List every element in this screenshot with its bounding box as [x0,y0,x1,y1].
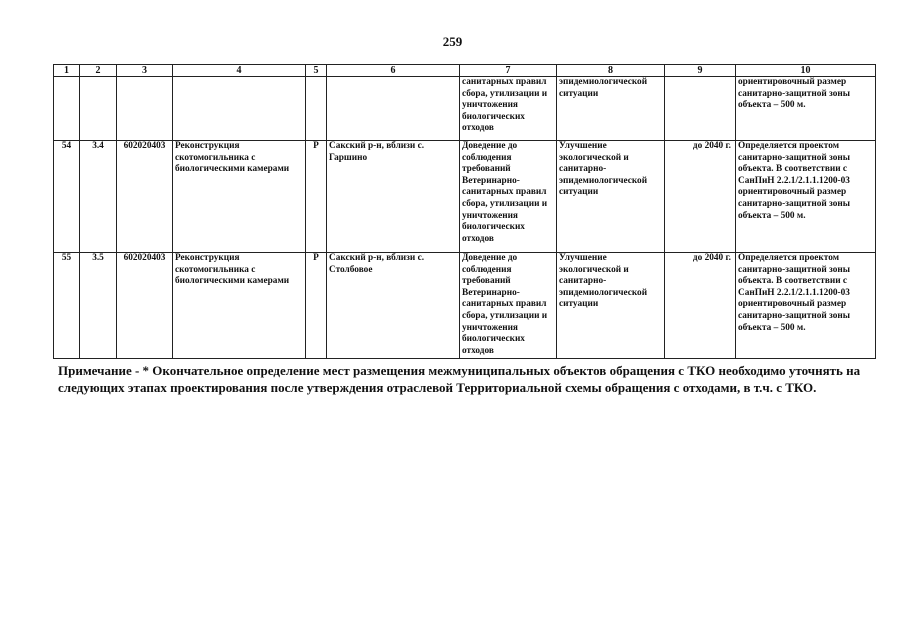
table-cell [665,77,736,141]
table-row [54,253,876,359]
object-location: Сакский р-н, вблизи с. Гаршино [327,141,460,253]
table-row-continued [54,77,876,141]
col-header: 5 [306,65,327,77]
row-subnumber: 3.4 [80,141,117,253]
col-header: 3 [117,65,173,77]
object-status: Р [306,253,327,359]
footnote: Примечание - * Окончательное определение мест размещения межмуниципальных объектов обращения с ТКО необходимо уточнять на следующих этапах проектирования после утверждения отраслевой Территориальной схемы обращения с отходами, в т.ч. с ТКО. [58,363,861,395]
table-cell [80,77,117,141]
table-cell [173,77,306,141]
table-cell [327,77,460,141]
table-cell: ориентировочный размер санитарно-защитной зоны объекта – 500 м. [736,77,876,141]
table-cell [306,77,327,141]
table-cell: эпидемиологической ситуации [557,77,665,141]
objects-table [53,64,876,359]
object-note: Определяется проектом санитарно-защитной зоны объекта. В соответствии с СанПиН 2.2.1/2.1.1.1200-03 ориентировочный размер санитарно-защитной зоны объекта – 500 м. [736,253,876,359]
object-status: Р [306,141,327,253]
row-number: 54 [54,141,80,253]
col-header: 10 [736,65,876,77]
object-code: 602020403 [117,141,173,253]
object-purpose: Доведение до соблюдения требований Ветеринарно-санитарных правил сбора, утилизации и уничтожения биологических отходов [460,141,557,253]
col-header: 6 [327,65,460,77]
object-name: Реконструкция скотомогильника с биологическими камерами [173,141,306,253]
table-cell [117,77,173,141]
object-purpose: Доведение до соблюдения требований Ветеринарно-санитарных правил сбора, утилизации и уничтожения биологических отходов [460,253,557,359]
object-term: до 2040 г. [665,253,736,359]
col-header: 8 [557,65,665,77]
col-header: 4 [173,65,306,77]
object-note: Определяется проектом санитарно-защитной зоны объекта. В соответствии с СанПиН 2.2.1/2.1.1.1200-03 ориентировочный размер санитарно-защитной зоны объекта – 500 м. [736,141,876,253]
object-effect: Улучшение экологической и санитарно-эпидемиологической ситуации [557,141,665,253]
table-cell: санитарных правил сбора, утилизации и уничтожения биологических отходов [460,77,557,141]
object-name: Реконструкция скотомогильника с биологическими камерами [173,253,306,359]
col-header: 7 [460,65,557,77]
col-header: 9 [665,65,736,77]
object-term: до 2040 г. [665,141,736,253]
row-number: 55 [54,253,80,359]
col-header: 2 [80,65,117,77]
row-subnumber: 3.5 [80,253,117,359]
object-effect: Улучшение экологической и санитарно-эпидемиологической ситуации [557,253,665,359]
object-code: 602020403 [117,253,173,359]
header-row [54,65,876,77]
table-row [54,141,876,253]
object-location: Сакский р-н, вблизи с. Столбовое [327,253,460,359]
page-number: 259 [442,34,463,49]
col-header: 1 [54,65,80,77]
table-cell [54,77,80,141]
